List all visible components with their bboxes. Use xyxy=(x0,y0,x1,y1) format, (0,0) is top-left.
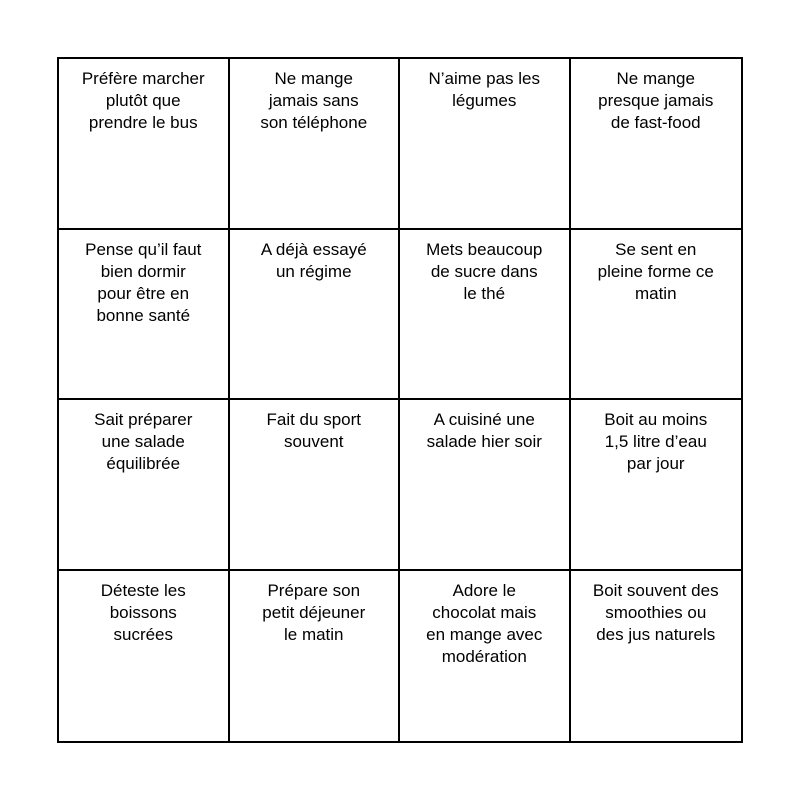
bingo-cell[interactable]: Préfère marcher plutôt que prendre le bus xyxy=(59,59,230,230)
bingo-cell[interactable]: Prépare son petit déjeuner le matin xyxy=(230,571,401,742)
bingo-cell[interactable]: Mets beaucoup de sucre dans le thé xyxy=(400,230,571,401)
bingo-cell[interactable]: Déteste les boissons sucrées xyxy=(59,571,230,742)
bingo-cell[interactable]: Boit au moins 1,5 litre d’eau par jour xyxy=(571,400,742,571)
bingo-cell[interactable]: Boit souvent des smoothies ou des jus naturels xyxy=(592,580,719,644)
bingo-cell[interactable]: Ne mange jamais sans son téléphone xyxy=(230,59,401,230)
bingo-grid xyxy=(57,57,743,743)
bingo-cell[interactable]: Adore le chocolat mais en mange avec modération xyxy=(400,571,571,742)
bingo-cell[interactable]: A déjà essayé un régime xyxy=(230,230,401,401)
bingo-cell[interactable]: Sait préparer une salade équilibrée xyxy=(59,400,230,571)
bingo-cell[interactable]: Ne mange presque jamais de fast-food xyxy=(571,59,742,230)
bingo-cell[interactable]: Se sent en pleine forme ce matin xyxy=(571,230,742,401)
bingo-cell[interactable]: Pense qu’il faut bien dormir pour être en bonne santé xyxy=(59,230,230,401)
bingo-cell[interactable]: N’aime pas les légumes xyxy=(400,59,571,230)
bingo-cell[interactable]: Fait du sport souvent xyxy=(230,400,401,571)
bingo-cell[interactable]: A cuisiné une salade hier soir xyxy=(400,400,571,571)
